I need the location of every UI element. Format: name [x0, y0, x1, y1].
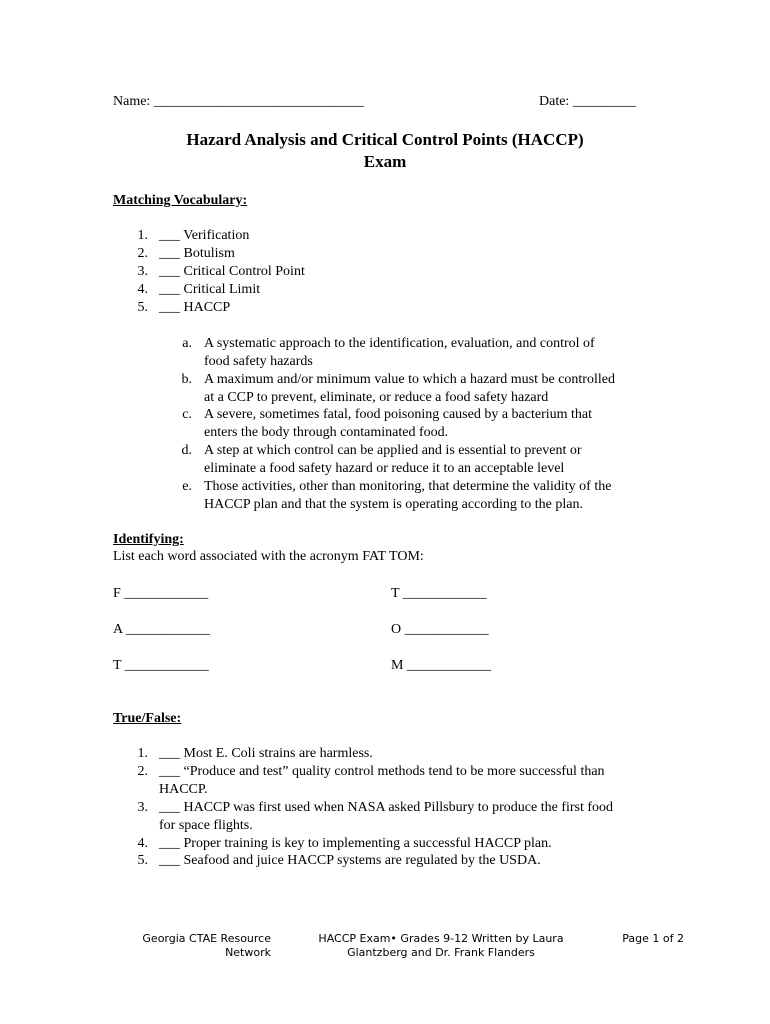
definition-line: Those activities, other than monitoring, that determine the validity of the: [204, 479, 612, 494]
tf-number: 4.: [137, 836, 148, 851]
definition-letter: a.: [182, 336, 192, 351]
term-number: 5.: [137, 300, 148, 315]
tf-item: ___ Proper training is key to implementing a successful HACCP plan.: [159, 836, 552, 851]
date-field: Date: _________: [539, 94, 636, 109]
fattom-blank-a: A ____________: [113, 622, 210, 637]
term-item: ___ Botulism: [159, 246, 235, 261]
definition-line: eliminate a food safety hazard or reduce it to an acceptable level: [204, 461, 565, 476]
definition-line: A step at which control can be applied and is essential to prevent or: [204, 443, 582, 458]
fattom-blank-t2: T ____________: [391, 586, 487, 601]
matching-heading: Matching Vocabulary:: [113, 193, 248, 208]
page-number: Page 1 of 2: [622, 932, 684, 945]
definition-line: HACCP plan and that the system is operating according to the plan.: [204, 497, 583, 512]
identifying-heading: Identifying:: [113, 532, 184, 547]
tf-item: ___ “Produce and test” quality control methods tend to be more successful than: [159, 764, 605, 779]
definition-letter: e.: [182, 479, 192, 494]
exam-subtitle: Exam: [363, 152, 407, 171]
definition-line: A severe, sometimes fatal, food poisoning caused by a bacterium that: [204, 407, 593, 422]
footer-credit-line2: Glantzberg and Dr. Frank Flanders: [347, 946, 535, 959]
term-item: ___ Verification: [159, 228, 250, 243]
tf-item: ___ HACCP was first used when NASA asked Pillsbury to produce the first food: [159, 800, 614, 815]
fattom-blank-t1: T ____________: [113, 658, 209, 673]
footer-credit-line1: HACCP Exam• Grades 9-12 Written by Laura: [318, 932, 564, 945]
tf-item: ___ Most E. Coli strains are harmless.: [159, 746, 373, 761]
tf-number: 1.: [137, 746, 148, 761]
footer-org-line2: Network: [225, 946, 271, 959]
name-field: Name: ______________________________: [113, 94, 364, 109]
term-item: ___ Critical Control Point: [159, 264, 305, 279]
definition-letter: d.: [181, 443, 192, 458]
definition-letter: c.: [182, 407, 192, 422]
definition-letter: b.: [181, 372, 192, 387]
definition-line: food safety hazards: [204, 354, 313, 369]
term-item: ___ Critical Limit: [159, 282, 261, 297]
term-item: ___ HACCP: [159, 300, 231, 315]
truefalse-heading: True/False:: [113, 711, 182, 726]
tf-item: ___ Seafood and juice HACCP systems are regulated by the USDA.: [159, 853, 541, 868]
fattom-blank-f: F ____________: [113, 586, 209, 601]
tf-number: 2.: [137, 764, 148, 779]
footer-org-line1: Georgia CTAE Resource: [142, 932, 271, 945]
identifying-instruction: List each word associated with the acronym FAT TOM:: [113, 549, 424, 564]
definition-line: A maximum and/or minimum value to which a hazard must be controlled: [204, 372, 615, 387]
exam-title: Hazard Analysis and Critical Control Points (HACCP): [186, 130, 584, 149]
tf-number: 5.: [137, 853, 148, 868]
definition-line: at a CCP to prevent, eliminate, or reduce a food safety hazard: [204, 390, 549, 405]
term-number: 3.: [137, 264, 148, 279]
definition-line: enters the body through contaminated food.: [204, 425, 449, 440]
definition-line: A systematic approach to the identification, evaluation, and control of: [204, 336, 595, 351]
fattom-blank-m: M ____________: [391, 658, 491, 673]
tf-number: 3.: [137, 800, 148, 815]
term-number: 1.: [137, 228, 148, 243]
tf-item-cont: HACCP.: [159, 782, 208, 797]
tf-item-cont: for space flights.: [159, 818, 253, 833]
term-number: 4.: [137, 282, 148, 297]
term-number: 2.: [137, 246, 148, 261]
fattom-blank-o: O ____________: [391, 622, 489, 637]
